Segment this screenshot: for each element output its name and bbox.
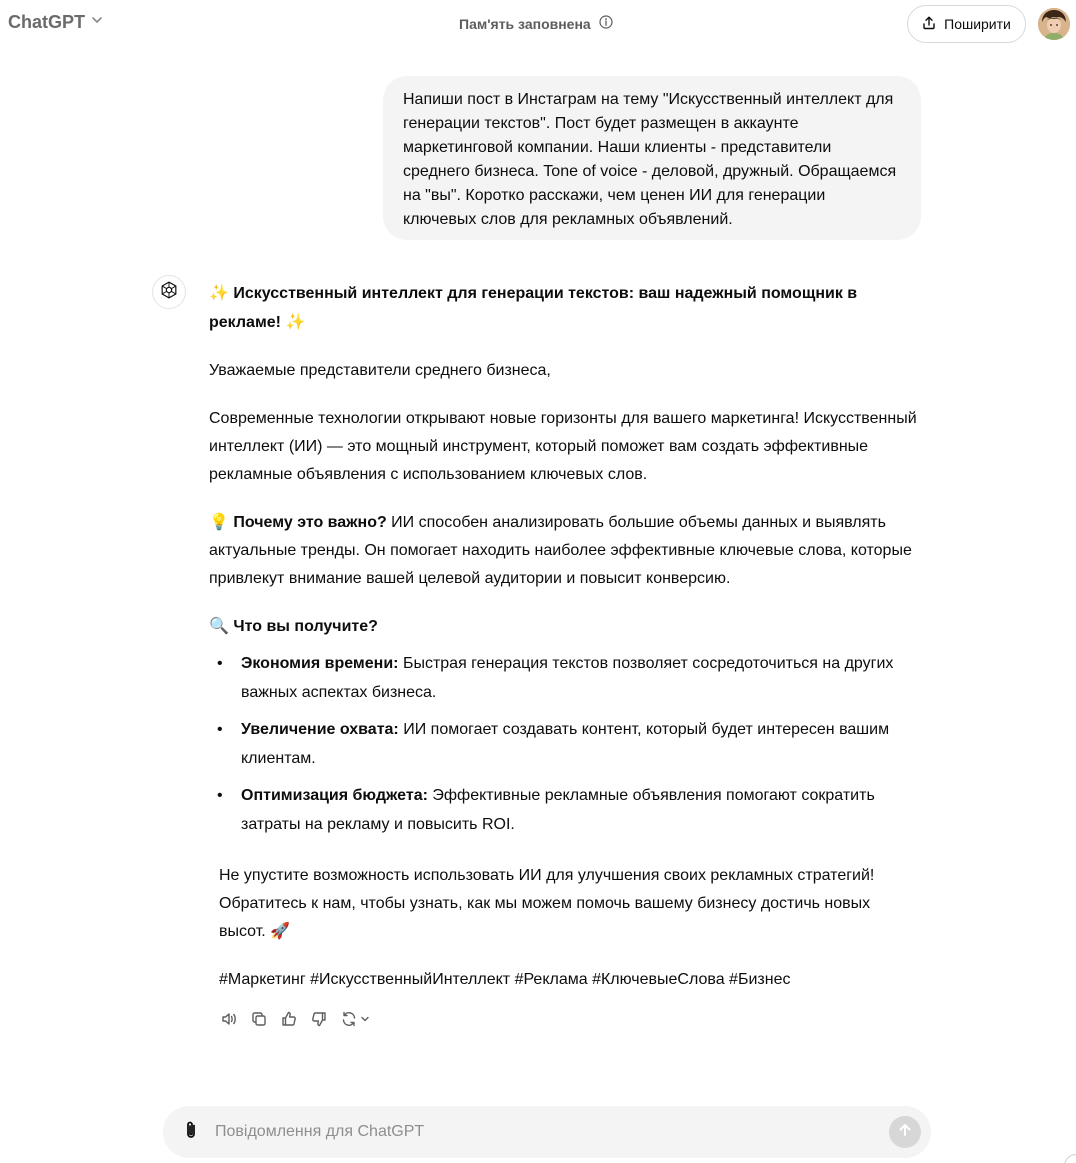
share-icon: [922, 16, 936, 33]
post-greeting: Уважаемые представители среднего бизнеса,: [209, 362, 551, 379]
help-button[interactable]: [1064, 1154, 1076, 1163]
benefit-label: Оптимизация бюджета:: [241, 787, 428, 804]
benefit-label: Экономия времени:: [241, 655, 399, 672]
thumbs-up-button[interactable]: [279, 1010, 299, 1032]
thumbs-up-icon: [280, 1010, 298, 1033]
benefit-label: Увеличение охвата:: [241, 721, 399, 738]
benefits-list: [209, 649, 921, 839]
post-hashtags: #Маркетинг #ИскусственныйИнтеллект #Реклама #КлючевыеСлова #Бизнес: [219, 971, 791, 988]
user-message-text: Напиши пост в Инстаграм на тему "Искусственный интеллект для генерации текстов". Пост будет размещен в аккаунте маркетинговой компании. Наши клиенты - представители среднего бизнеса. Tone of voice - деловой, дружный. Обращаемся на "вы". Коротко расскажи, чем ценен ИИ для генерации ключевых слов для рекламных объявлений.: [403, 91, 897, 228]
list-item: [209, 715, 921, 773]
assistant-message: [209, 279, 921, 847]
why-text: ИИ способен анализировать большие объемы данных и выявлять актуальные тренды. Он помогает находить наиболее эффективные ключевые слова, которые привлекут внимание вашей целевой аудитории и повысит конверсию.: [209, 514, 912, 587]
top-bar: [0, 0, 1076, 48]
chevron-down-icon: [359, 1012, 371, 1030]
memory-status[interactable]: [459, 15, 613, 32]
model-name: ChatGPT: [8, 12, 86, 32]
attach-icon: [180, 1119, 202, 1146]
message-composer: [163, 1106, 931, 1158]
avatar[interactable]: [1038, 8, 1070, 40]
post-why-paragraph: [209, 509, 921, 593]
share-button[interactable]: [907, 5, 1026, 43]
benefits-heading: 🔍 Что вы получите?: [209, 618, 378, 635]
message-actions: [219, 1010, 371, 1032]
list-item: [209, 649, 921, 707]
read-aloud-button[interactable]: [219, 1010, 239, 1032]
read-aloud-icon: [220, 1010, 238, 1033]
send-button[interactable]: [889, 1116, 921, 1148]
post-intro: Современные технологии открывают новые горизонты для вашего маркетинга! Искусственный интеллект (ИИ) — это мощный инструмент, который поможет вам создать эффективные рекламные объявления с использованием ключевых слов.: [209, 410, 917, 483]
message-input[interactable]: [215, 1116, 875, 1148]
post-closing: Не упустите возможность использовать ИИ для улучшения своих рекламных стратегий! Обратитесь к нам, чтобы узнать, как мы можем помочь вашему бизнесу достичь новых высот. 🚀: [219, 867, 875, 940]
copy-button[interactable]: [249, 1010, 269, 1032]
openai-logo-icon: [159, 280, 179, 305]
assistant-avatar: [152, 275, 186, 309]
benefit-text: ИИ помогает создавать контент, который будет интересен вашим клиентам.: [241, 721, 890, 767]
model-switcher[interactable]: [8, 12, 105, 33]
benefit-text: Эффективные рекламные объявления помогают сократить затраты на рекламу и повысить ROI.: [241, 787, 875, 833]
memory-status-label: Пам'ять заповнена: [459, 15, 591, 32]
regenerate-icon: [340, 1010, 358, 1033]
benefit-text: Быстрая генерация текстов позволяет сосредоточиться на других важных аспектах бизнеса.: [241, 655, 894, 701]
post-title: ✨ Искусственный интеллект для генерации текстов: ваш надежный помощник в рекламе! ✨: [209, 285, 858, 331]
share-button-label: Поширити: [944, 16, 1011, 32]
copy-icon: [250, 1010, 268, 1033]
user-message-bubble: [383, 76, 921, 240]
why-label: 💡 Почему это важно?: [209, 514, 387, 531]
chevron-down-icon: [89, 12, 105, 33]
thumbs-down-icon: [310, 1010, 328, 1033]
send-arrow-icon: [896, 1121, 914, 1144]
attach-button[interactable]: [179, 1120, 203, 1144]
post-closing-block: [219, 862, 921, 1014]
regenerate-button[interactable]: [339, 1010, 371, 1032]
info-icon[interactable]: [599, 15, 613, 32]
thumbs-down-button[interactable]: [309, 1010, 329, 1032]
list-item: [209, 781, 921, 839]
